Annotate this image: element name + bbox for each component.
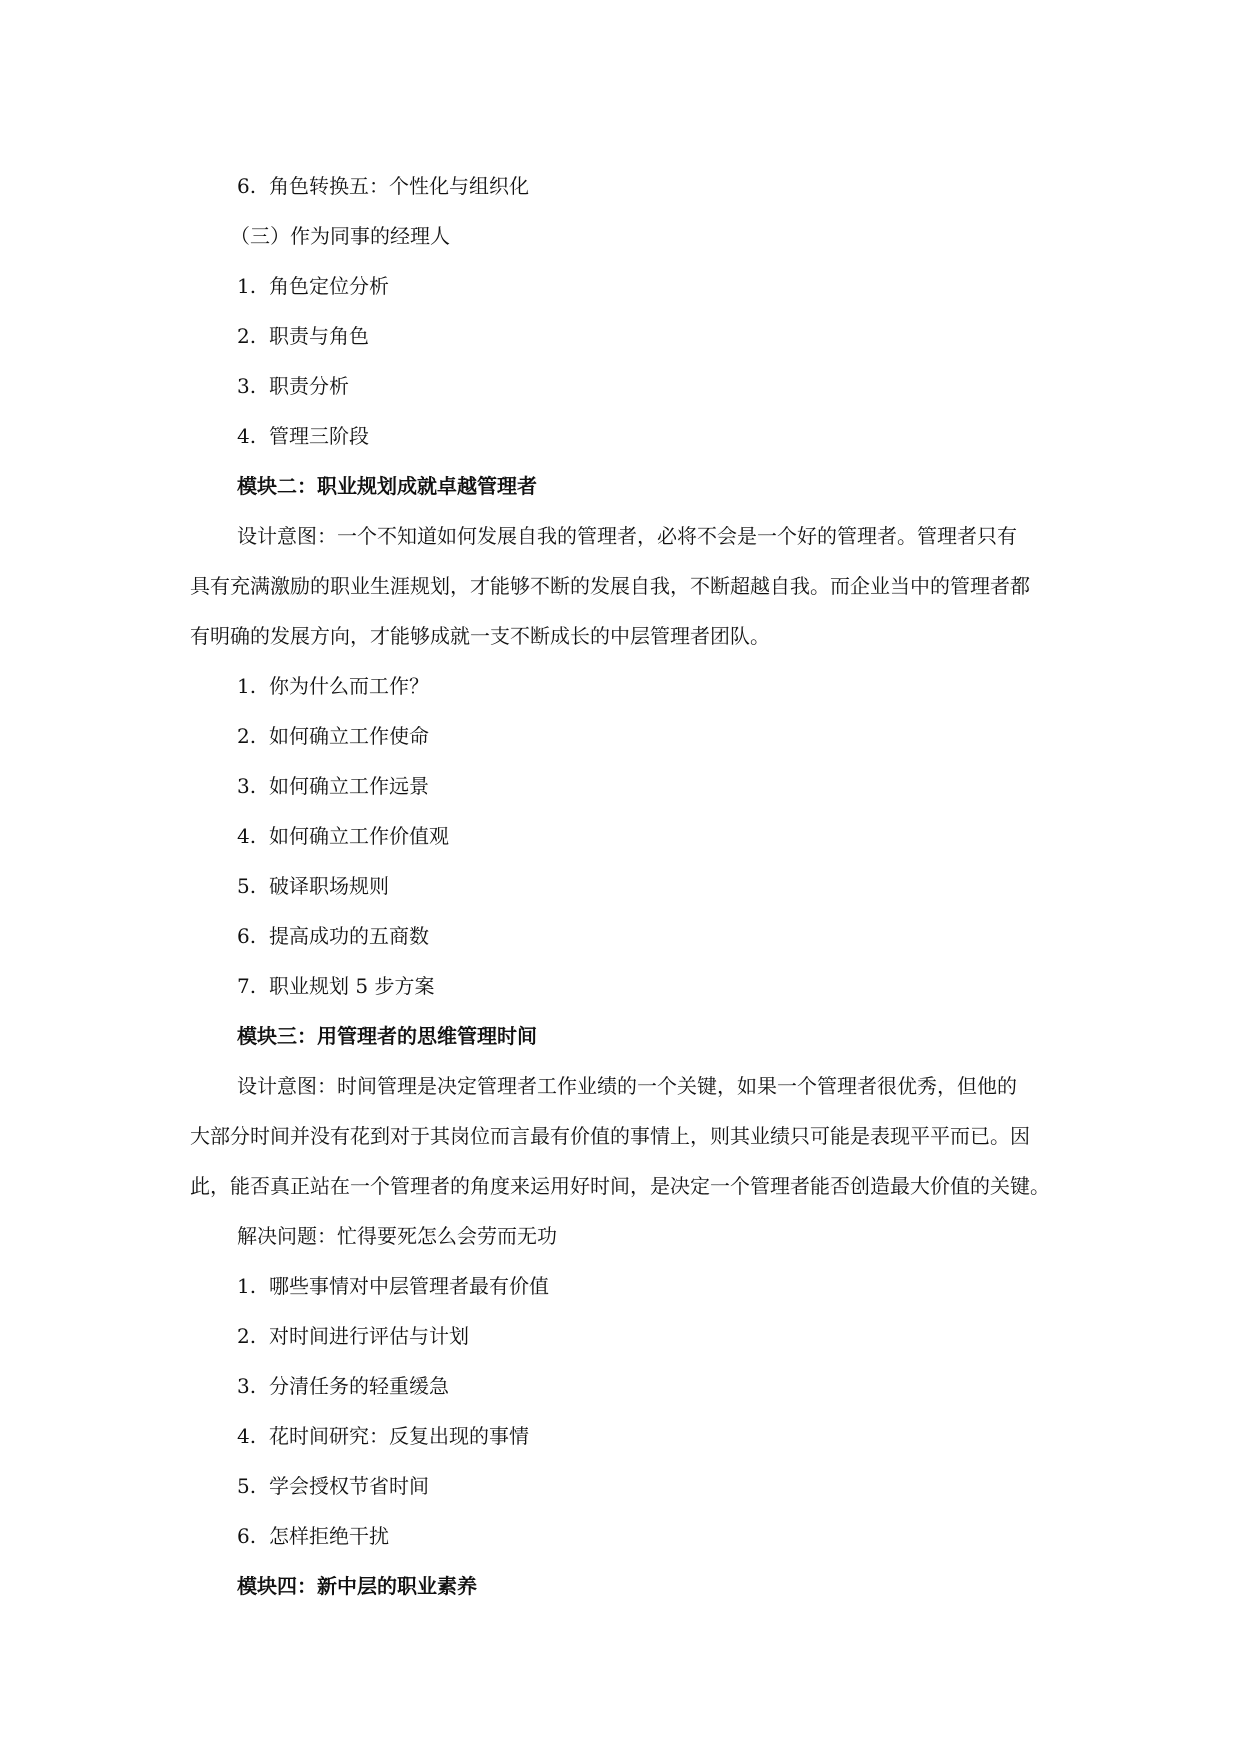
item-number: 1.: [237, 274, 257, 298]
list-item: [0, 274, 1241, 298]
item-number: 2.: [237, 324, 257, 348]
item-text: 怎样拒绝干扰: [269, 1524, 389, 1548]
paragraph-line: 此，能否真正站在一个管理者的角度来运用好时间，是决定一个管理者能否创造最大价值的关键。: [190, 1174, 1050, 1198]
list-item: [0, 1374, 1241, 1398]
list-item: [0, 1274, 1241, 1298]
item-text: 如何确立工作使命: [269, 724, 429, 748]
item-text: 如何确立工作远景: [269, 774, 429, 798]
item-text: 管理三阶段: [269, 424, 369, 448]
paragraph-line: 有明确的发展方向，才能够成就一支不断成长的中层管理者团队。: [190, 624, 770, 648]
item-text: 破译职场规则: [269, 874, 389, 898]
list-item: [0, 324, 1241, 348]
list-item: [0, 1424, 1241, 1448]
item-number: 1.: [237, 674, 257, 698]
list-item: [0, 924, 1241, 948]
item-number: 4.: [237, 424, 257, 448]
item-number: 3.: [237, 1374, 257, 1398]
subheading: （三）作为同事的经理人: [230, 224, 450, 248]
item-text: 花时间研究：反复出现的事情: [269, 1424, 529, 1448]
item-number: 2.: [237, 724, 257, 748]
problem-line: 解决问题：忙得要死怎么会劳而无功: [237, 1224, 557, 1248]
list-item: [0, 424, 1241, 448]
paragraph-line: 具有充满激励的职业生涯规划，才能够不断的发展自我，不断超越自我。而企业当中的管理者都: [190, 574, 1030, 598]
list-item: [0, 874, 1241, 898]
item-number: 5.: [237, 874, 257, 898]
item-text: 哪些事情对中层管理者最有价值: [269, 1274, 549, 1298]
item-text: 角色定位分析: [269, 274, 389, 298]
module-title: 模块四：新中层的职业素养: [237, 1574, 477, 1598]
list-item: [0, 374, 1241, 398]
list-item: [0, 724, 1241, 748]
item-text: 职业规划 5 步方案: [269, 974, 435, 998]
module-title: 模块三：用管理者的思维管理时间: [237, 1024, 537, 1048]
list-item: [0, 1474, 1241, 1498]
item-number: 4.: [237, 824, 257, 848]
item-text: 职责分析: [269, 374, 349, 398]
item-number: 3.: [237, 774, 257, 798]
item-text: 提高成功的五商数: [269, 924, 429, 948]
item-number: 6.: [237, 1524, 257, 1548]
paragraph-line: 设计意图：时间管理是决定管理者工作业绩的一个关键，如果一个管理者很优秀，但他的: [237, 1074, 1017, 1098]
item-text: 职责与角色: [269, 324, 369, 348]
list-item: [0, 1324, 1241, 1348]
paragraph-line: 大部分时间并没有花到对于其岗位而言最有价值的事情上，则其业绩只可能是表现平平而已。因: [190, 1124, 1030, 1148]
paragraph-line: 设计意图：一个不知道如何发展自我的管理者，必将不会是一个好的管理者。管理者只有: [237, 524, 1017, 548]
item-number: 6.: [237, 174, 257, 198]
list-item: [0, 174, 1241, 198]
list-item: [0, 824, 1241, 848]
list-item: [0, 974, 1241, 998]
item-text: 分清任务的轻重缓急: [269, 1374, 449, 1398]
item-number: 1.: [237, 1274, 257, 1298]
module-title: 模块二：职业规划成就卓越管理者: [237, 474, 537, 498]
item-text: 对时间进行评估与计划: [269, 1324, 469, 1348]
list-item: [0, 774, 1241, 798]
item-text: 你为什么而工作？: [269, 674, 429, 698]
item-number: 4.: [237, 1424, 257, 1448]
item-text: 角色转换五：个性化与组织化: [269, 174, 529, 198]
item-number: 6.: [237, 924, 257, 948]
list-item: [0, 674, 1241, 698]
item-number: 2.: [237, 1324, 257, 1348]
item-number: 5.: [237, 1474, 257, 1498]
item-text: 学会授权节省时间: [269, 1474, 429, 1498]
list-item: [0, 1524, 1241, 1548]
item-text: 如何确立工作价值观: [269, 824, 449, 848]
item-number: 7.: [237, 974, 257, 998]
item-number: 3.: [237, 374, 257, 398]
